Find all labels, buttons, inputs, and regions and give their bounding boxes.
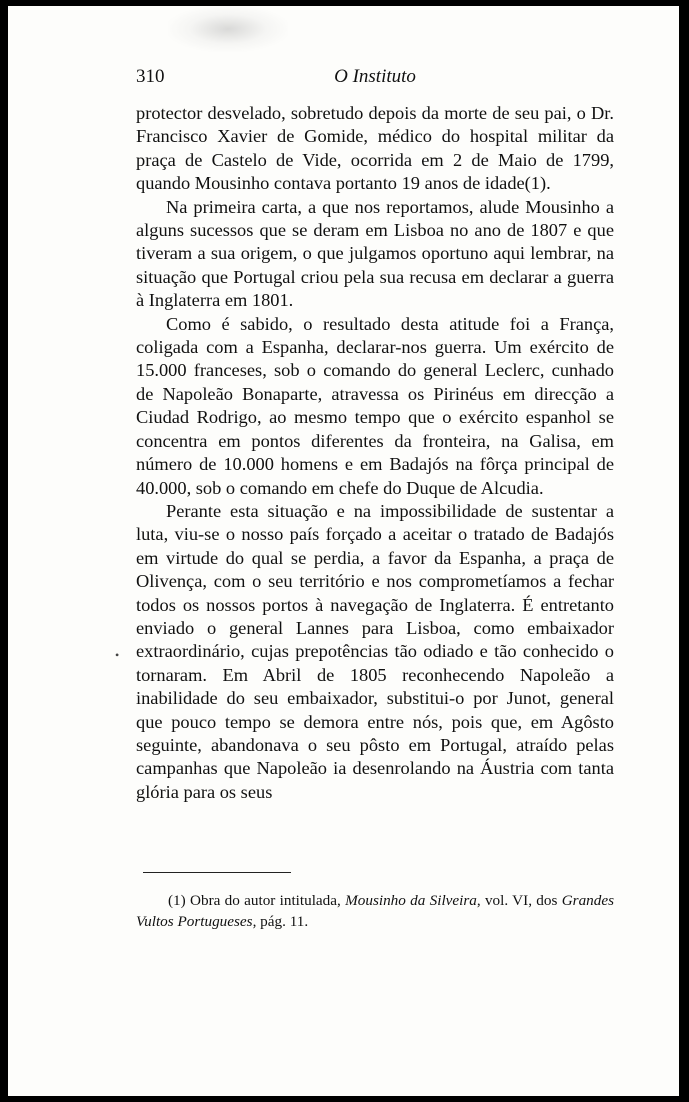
footnote-work-title: Mousinho da Silveira — [345, 892, 477, 909]
paragraph: protector desvelado, sobretudo depois da morte de seu pai, o Dr. Francisco Xavier de Gomide, médico do hospital militar da praça de Castelo de Vide, ocorrida em 2 de Maio de 1799, quando Mousinho contava portanto 19 anos de idade(1). — [136, 103, 614, 194]
footnote-divider — [143, 872, 291, 873]
footnote-text: , pág. 11. — [252, 913, 309, 930]
journal-title: O Instituto — [334, 66, 416, 87]
scan-smudge — [168, 6, 288, 52]
footnote-text: Obra do autor intitulada, — [190, 892, 341, 909]
footnote-text: , vol. VI, dos — [476, 892, 558, 909]
running-head — [136, 66, 614, 96]
footnote — [136, 890, 614, 932]
footnote-collection-title: Grandes Vultos Portugueses — [136, 892, 615, 930]
paragraph: Na primeira carta, a que nos reportamos, alude Mousinho a alguns sucessos que se deram em Lisboa no ano de 1807 e que tiveram a sua origem, o que julgamos oportuno aqui lembrar, na situação que Portugal criou pela sua recusa em declarar a guerra à Inglaterra em 1801. — [136, 196, 614, 311]
book-page — [8, 6, 679, 1096]
paragraph: Perante esta situação e na impossibilidade de sustentar a luta, viu-se o nosso país forçado a aceitar o tratado de Badajós em virtude do qual se perdia, a favor da Espanha, a praça de Olivença, com o seu território e nos comprometíamos a fechar todos os nossos portos à navegação de Inglaterra. É entretanto enviado o general Lannes para Lisboa, como embaixador extraordinário, cujas prepotências tão odiado e tão conhecido o tornaram. Em Abril de 1805 reconhecendo Napoleão a inabilidade do seu embaixador, substitui-o por Junot, general que pouco tempo se demora entre nós, pois que, em Agôsto seguinte, abandonava o seu pôsto em Portugal, atraído pelas campanhas que Napoleão ia desenrolando na Áustria com tanta glória para os seus — [136, 500, 614, 802]
page-number: 310 — [136, 66, 165, 87]
footnote-marker: (1) — [168, 892, 186, 909]
paragraph: Como é sabido, o resultado desta atitude foi a França, coligada com a Espanha, declarar-nos guerra. Um exército de 15.000 franceses, sob o comando do general Leclerc, cunhado de Napoleão Bonaparte, atravessa os Pirinéus em direcção a Ciudad Rodrigo, ao mesmo tempo que o exército espanhol se concentra em pontos diferentes da fronteira, na Galisa, em número de 10.000 homens e em Badajós na fôrça principal de 40.000, sob o comando em chefe do Duque de Alcudia. — [136, 313, 614, 498]
body-text — [136, 102, 614, 804]
margin-mark: • — [115, 648, 120, 662]
